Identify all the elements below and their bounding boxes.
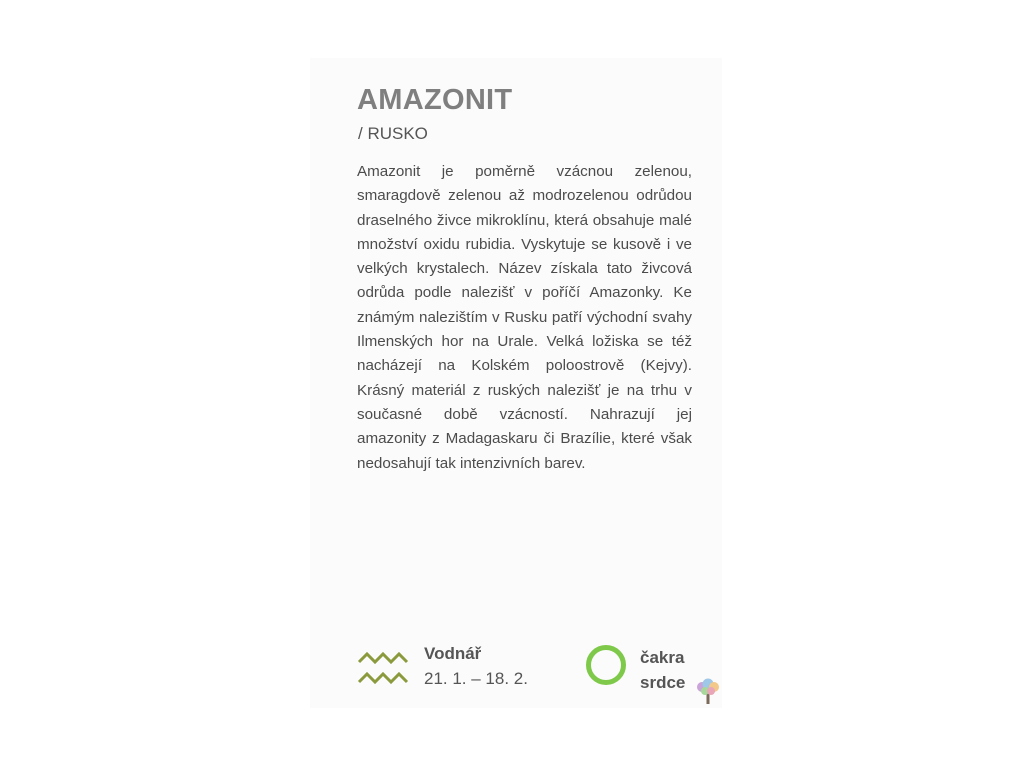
chakra-ring-icon [586, 645, 626, 685]
aquarius-icon [357, 648, 409, 688]
chakra-label-line1: čakra [640, 648, 685, 667]
stone-title: AMAZONIT [357, 84, 513, 116]
tree-icon [693, 676, 723, 706]
description-text: Amazonit je poměrně vzácnou zelenou, smaragdově zelenou až modrozelenou odrůdou draselného živce mikroklínu, která obsahuje malé množství oxidu rubidia. Vyskytuje se kusově i ve velkých krystalech. Název získala tato živcová odrůda podle nalezišť v poříčí Amazonky. Ke známým nalezištím v Rusku patří východní svahy Ilmenských hor na Urale. Velká ložiska se též nacházejí na Kolském poloostrově (Kejvy). Krásný materiál z ruských nalezišť je na trhu v současné době vzácností. Nahrazují jej amazonity z Madagaskaru či Brazílie, které však nedosahují tak intenzivních barev. [357, 163, 692, 472]
chakra-label-line2: srdce [640, 673, 686, 692]
zodiac-name: Vodnář [424, 644, 482, 663]
zodiac-dates: 21. 1. – 18. 2. [424, 669, 528, 688]
origin-subtitle: / RUSKO [358, 124, 428, 143]
chakra-label [640, 645, 685, 695]
